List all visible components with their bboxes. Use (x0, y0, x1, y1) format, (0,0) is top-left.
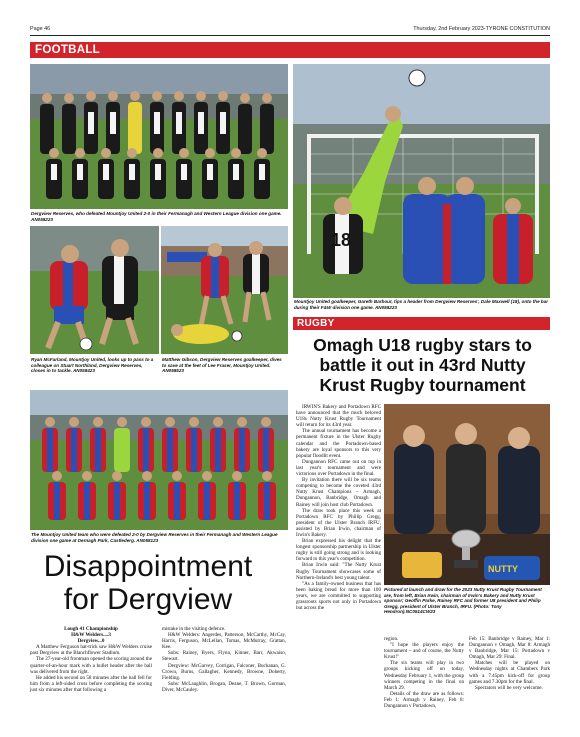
gibson-photo (161, 226, 288, 354)
rugby-paragraph: The six teams will play in two groups kicking off on today, Wednesday February 1, with the group winners competing in the final on March 29. (384, 660, 464, 691)
football-paragraph: mistake in the visiting defence. (162, 626, 226, 632)
rugby-article-col3 (469, 636, 550, 691)
rugby-paragraph: "As a family-owned business that has been baking bread for more than 100 years, we are committed to supporting grassroots sports not only in Portadown but across the (296, 580, 381, 612)
page-number: Page 46 (30, 26, 51, 32)
football-paragraph: The 27-year-old frontman opened the scoring around the quarter-of-an-hour mark with a bullet header after the ball was delivered from the right. (30, 656, 152, 675)
rugby-paragraph: Spectators will be very welcome. (475, 684, 543, 691)
rugby-headline: Omagh U18 rugby stars to battle it out in 43rd Nutty Krust Rugby tournament (313, 335, 532, 395)
rugby-fixtures: Feb 15: Banbridge v Rainey, Mar 1: Dungannon v Omagh, Mar 8: Armagh v Banbridge, Mar 15: Portadown v Omagh, Mar 29: Final. (469, 636, 550, 661)
football-subhead-3: Dergview...0 (77, 638, 105, 645)
svg-text:NUTTY: NUTTY (488, 564, 518, 574)
football-lineup: H&W Welders: Angerdes, Patterson, McCarthy, McCay, Harris, Ferguson, McLellan, Tomas, McMurray, Grattan, Kee. (162, 632, 286, 651)
dateline: Thursday, 2nd February 2023-TYRONE CONSTITUTION (413, 26, 550, 32)
rugby-paragraph: Dungannon RFC came out on top in last year's tournament and were victorious over Portadown in the final. (296, 458, 381, 478)
football-paragraph: A Matthew Ferguson hat-trick saw H&W Welders cruise past Dergview at the Blanchflower Stadium. (30, 644, 152, 657)
goalkeeper-caption: Mountjoy United goalkeeper, Gareth Barbour, tips a header from Dergview Reserves', Dale Maxwell (18), onto the bar during their F&W division one game. AN058223 (294, 299, 549, 310)
football-lineup: Dergview: McGarvey, Corrigan, Falconer, Buchanan, G. Crown, Burns, Gallagher, Kennedy, Browne, Doherty, Fielding. (162, 662, 286, 681)
rugby-paragraph: IRWIN'S Bakery and Portadown RFC have announced that the much beloved U18s Nutty Krust Rugby Tournament will return for its 43rd year. (296, 404, 381, 429)
football-lineup: Subs: Rainey, Byers, Flynn, Kinner, Barr, Akwaiso, Stewart. (162, 650, 286, 663)
mountjoy-team-photo (30, 390, 288, 530)
football-paragraph: He added his second on 58 minutes after the ball fell for him from a left-sided cross before completing the scoring just six minutes after that following a (30, 674, 152, 693)
rugby-paragraph: "I hope the players enjoy the tournament – and of course, the Nutty Krust!" (384, 642, 464, 661)
svg-text:18: 18 (331, 230, 352, 250)
rugby-launch-photo (384, 404, 550, 585)
mountjoy-team-caption: The Mountjoy United team who were defeated 2-0 by Dergview Reserves in their Fermanagh and Western League division one game at Dernagh Park, Castlederg. AN058123 (31, 532, 278, 543)
rugby-paragraph: The draw took place this week at Portadown RFC by Phillip Gregg, president of the Ulster Branch IRFU, assisted by Brian Irwin, chairman of Irwin's Bakery. (296, 507, 381, 538)
football-lineup: Subs: McLaughlin, Brogan, Deane, T. Brown, Gorman, Diver, McCauley. (162, 680, 286, 693)
football-article-col2 (162, 626, 286, 693)
rugby-section-bar: RUGBY (293, 317, 550, 330)
rugby-paragraph: Matches will be played on Wednesday nights at Chambers Park with a 7.45pm kick-off for group games and 7.30pm for the final. (469, 660, 550, 685)
goalkeeper-photo (293, 64, 550, 298)
football-subhead-1: Lough 41 Championship (64, 626, 118, 632)
football-section-bar: FOOTBALL (30, 42, 550, 58)
rugby-article-col2 (384, 636, 464, 709)
rugby-paragraph: The annual tournament has become a permanent fixture in the Ulster Rugby calendar and the Portadown-based bakery are loyal sponsors to this very popular floodlit event. (296, 428, 381, 459)
rugby-paragraph: region. (384, 636, 399, 642)
header-rule (30, 35, 550, 36)
mcfarland-photo (30, 226, 159, 354)
mcfarland-caption: Ryan McFarland, Mountjoy United, looks up to pass to a colleague on Stuart Northland, Dergview Reserves, closes in to tackle. AN058423 (31, 357, 154, 374)
rugby-paragraph: Brian Irwin said: "The Nutty Krust Rugby Tournament showcases some of Northern-Ireland's best young talent. (296, 562, 381, 581)
rugby-paragraph: By invitation there will be six teams competing to become the coveted 43rd Nutty Krust Champions – Armagh, Dungannon, Banbridge, Omagh and Rainey will join host club Portadown. (296, 477, 381, 508)
football-headline: Disappointment for Dergview (43, 550, 253, 616)
rugby-paragraph: Details of the draw are as follows: Feb 1: Armagh v Rainey, Feb 8: Dungannon v Portadown, (384, 690, 464, 710)
rugby-article-col1 (296, 404, 381, 611)
gibson-caption: Matthew Gibson, Dergview Reserves goalkeeper, dives to save at the feet of Lee Fraser, Mountjoy United. AN058523 (162, 357, 282, 374)
dergview-team-photo (30, 64, 288, 209)
football-subhead-2: H&W Welders....3 (71, 632, 111, 639)
rugby-paragraph: Brian expressed his delight that the longest sponsorship partnership in Ulster rugby is still going strong and is looking forward to this year's competition. (296, 538, 381, 563)
team-photo-caption: Dergview Reserves, who defeated Mountjoy United 2-0 in their Fermanagh and Western League division one game. AN058223 (31, 211, 282, 222)
football-article-col1 (30, 626, 152, 693)
rugby-launch-caption: Pictured at launch and draw for the 2023 Nutty Krust Rugby Tournament are, from left, Brian Irwin, chairman of Irwin's Bakery and Nutty Krust sponsor; Geoffin Parke, Rainey RFC and former U8 president and Philip Gregg, president of Ulster Branch, IRFU. (Photo: Tony Hendron).NC0514CW23 (384, 587, 542, 615)
